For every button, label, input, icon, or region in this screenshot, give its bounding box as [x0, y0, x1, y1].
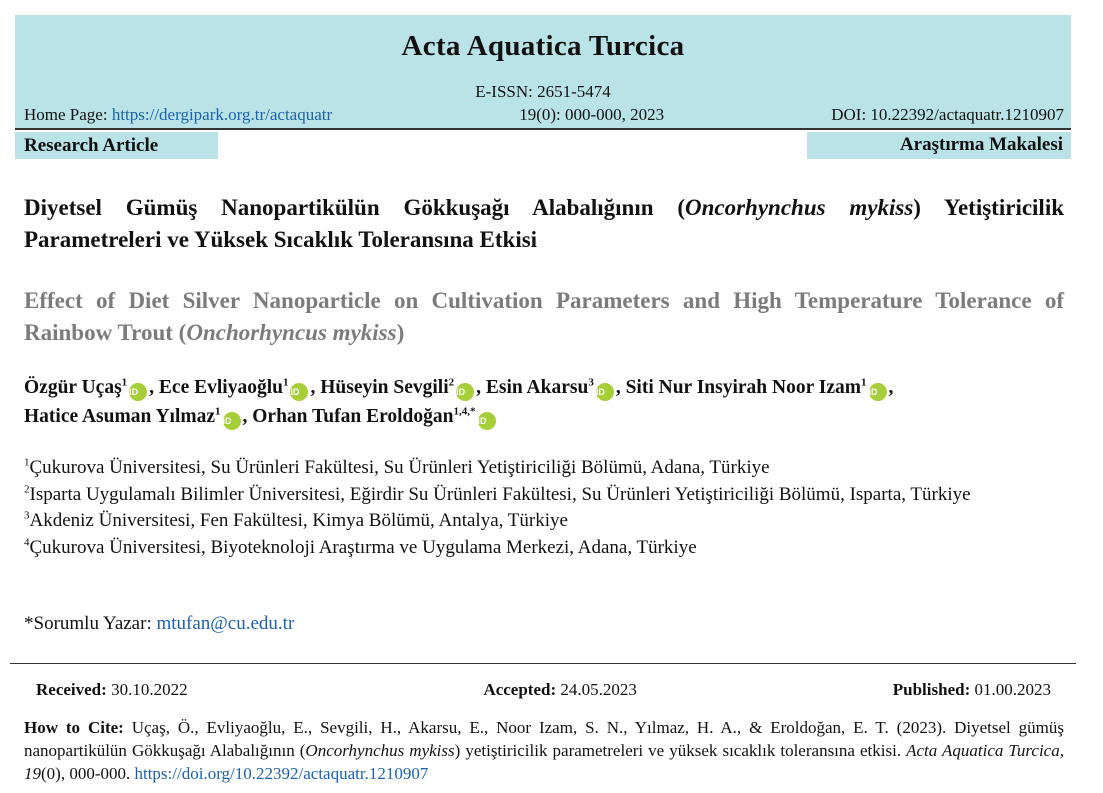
corresponding-author — [24, 613, 294, 635]
author — [486, 377, 626, 398]
accepted-date: Accepted: 24.05.2023 — [483, 680, 637, 699]
corresponding-email[interactable]: mtufan@cu.edu.tr — [156, 613, 295, 634]
affiliation-number: 3 — [24, 509, 30, 522]
species-name: Onchorhyncus mykiss — [186, 320, 397, 345]
author-affiliation-number: 2 — [448, 376, 455, 389]
orcid-icon[interactable]: iD — [869, 383, 887, 401]
affiliation-text: Çukurova Üniversitesi, Su Ürünleri Fakültesi, Su Ürünleri Yetiştiriciliği Bölümü, Adana, Türkiye — [29, 457, 770, 478]
home-page — [24, 105, 332, 125]
author-name: Hüseyin Sevgili — [320, 377, 449, 398]
author-name: Ece Evliyaoğlu — [158, 377, 283, 398]
author-separator: , — [149, 377, 159, 398]
orcid-icon[interactable]: iD — [456, 383, 474, 401]
corresponding-label: *Sorumlu Yazar: — [24, 613, 152, 634]
dates-divider — [10, 663, 1076, 664]
article-dates — [36, 680, 1051, 700]
author-separator: , — [476, 377, 486, 398]
species-name: Oncorhynchus mykiss — [305, 741, 455, 760]
affiliation-number: 4 — [24, 536, 30, 549]
author-affiliation-number: 1 — [121, 376, 128, 389]
author-separator: , — [242, 406, 253, 427]
author — [252, 406, 497, 427]
author-separator: , — [310, 377, 321, 398]
orcid-icon[interactable]: iD — [478, 412, 496, 430]
received-date: Received: 30.10.2022 — [36, 680, 188, 699]
author — [626, 377, 894, 398]
author-affiliation-number: 1 — [861, 376, 867, 389]
affiliation-text: Akdeniz Üniversitesi, Fen Fakültesi, Kimya Bölümü, Antalya, Türkiye — [29, 510, 568, 531]
author-name: Siti Nur Insyirah Noor Izam — [625, 377, 862, 398]
how-to-cite: How to Cite: Uçaş, Ö., Evliyaoğlu, E., Sevgili, H., Akarsu, E., Noor Izam, S. N., Yılmaz, H. A., & Eroldoğan, E. T. (2023). Diyetsel gümüş nanopartikülün Gökkuşağı Alabalığının (Oncorhynchus mykiss) yetiştiricilik parametreleri ve yüksek sıcaklık toleransına etkisi. Acta Aquatica Turcica, 19(0), 000-000. https://doi.org/10.22392/actaquatr.1210907 — [24, 718, 1065, 783]
cite-label: How to Cite: — [24, 718, 124, 737]
affiliation-item — [24, 455, 1064, 482]
author — [24, 377, 159, 398]
author-separator: , — [888, 377, 894, 398]
eissn: E-ISSN: 2651-5474 — [475, 82, 611, 101]
affiliation-item — [24, 508, 1064, 535]
author-affiliation-number: 3 — [588, 376, 594, 389]
article-type-en: Research Article — [15, 132, 218, 159]
title-turkish: Diyetsel Gümüş Nanopartikülün Gökkuşağı Alabalığının (Oncorhynchus mykiss) Yetiştiricilik Parametreleri ve Yüksek Sıcaklık Toleransına Etkisi — [24, 195, 1065, 252]
home-page-label: Home Page: — [24, 105, 108, 124]
article-type-tr: Araştırma Makalesi — [807, 132, 1071, 159]
author-list — [24, 373, 1069, 431]
volume-info: 19(0): 000-000, 2023 — [519, 105, 665, 124]
species-name: Oncorhynchus mykiss — [685, 195, 914, 220]
affiliation-number: 1 — [24, 456, 30, 469]
journal-meta-row — [24, 105, 1064, 125]
author — [320, 377, 486, 398]
author — [24, 406, 252, 427]
author-name: Hatice Asuman Yılmaz — [24, 406, 216, 427]
affiliation-item — [24, 535, 1064, 562]
author-name: Orhan Tufan Eroldoğan — [252, 406, 454, 427]
author-name: Özgür Uçaş — [24, 377, 122, 398]
title-english: Effect of Diet Silver Nanoparticle on Cultivation Parameters and High Temperature Tolerance of Rainbow Trout (Onchorhyncus mykiss) — [24, 288, 1064, 345]
author-affiliation-number: 1,4,* — [453, 405, 476, 418]
author-affiliation-number: 1 — [215, 405, 221, 418]
header-divider — [15, 128, 1071, 130]
cite-journal: Acta Aquatica Turcica, 19 — [24, 741, 1064, 783]
author-separator: , — [615, 377, 626, 398]
orcid-icon[interactable]: iD — [129, 383, 147, 401]
doi: DOI: 10.22392/actaquatr.1210907 — [831, 105, 1064, 124]
orcid-icon[interactable]: iD — [290, 383, 308, 401]
orcid-icon[interactable]: iD — [596, 383, 614, 401]
affiliation-text: Isparta Uygulamalı Bilimler Üniversitesi, Eğirdir Su Ürünleri Fakültesi, Su Ürünleri Yetiştiriciliği Bölümü, Isparta, Türkiye — [29, 483, 971, 505]
published-date: Published: 01.00.2023 — [892, 680, 1051, 699]
orcid-icon[interactable]: iD — [223, 412, 241, 430]
affiliation-text: Çukurova Üniversitesi, Biyoteknoloji Araştırma ve Uygulama Merkezi, Adana, Türkiye — [29, 536, 697, 558]
affiliation-number: 2 — [24, 483, 30, 496]
home-page-link[interactable]: https://dergipark.org.tr/actaquatr — [111, 105, 333, 124]
affiliations — [24, 455, 1064, 561]
journal-title: Acta Aquatica Turcica — [401, 30, 685, 62]
doi-link[interactable]: https://doi.org/10.22392/actaquatr.1210907 — [134, 764, 429, 783]
affiliation-item — [24, 482, 1064, 509]
author — [159, 377, 320, 398]
author-affiliation-number: 1 — [282, 376, 289, 389]
author-name: Esin Akarsu — [485, 377, 589, 398]
